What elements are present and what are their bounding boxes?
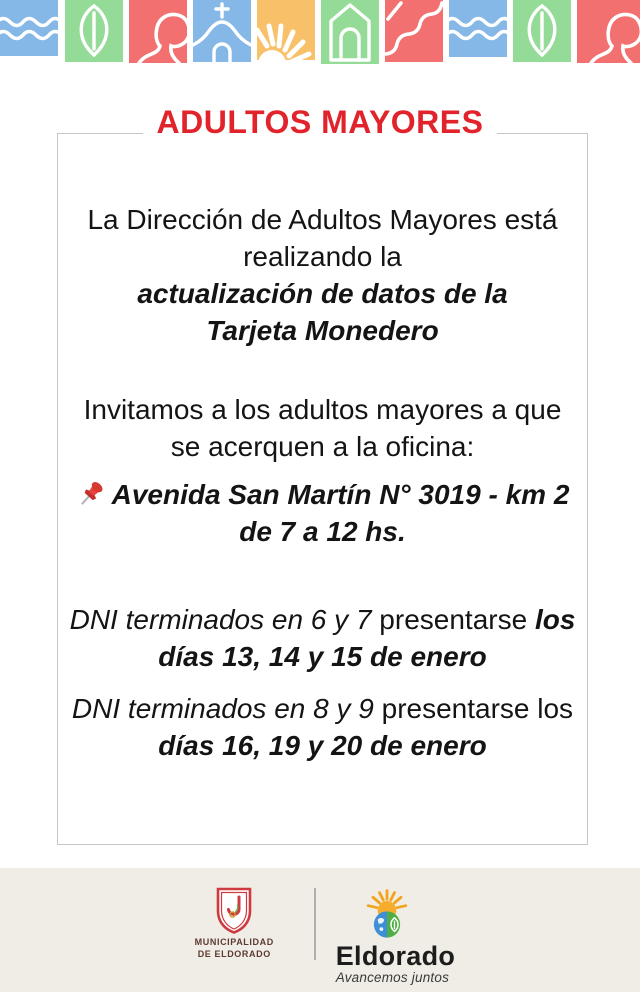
footer [0,868,640,992]
dni2-line-2: días 16, 19 y 20 de enero [158,730,487,761]
municipality-shield-icon [213,886,255,936]
banner-tile [193,0,251,62]
dni-group-1 [57,601,588,675]
banner-tile [257,0,315,60]
brand-name: Eldorado [335,941,456,971]
banner-tile [385,0,443,62]
municipality-label-line2: DE ELDORADO [197,949,271,959]
dni1-line-2: días 13, 14 y 15 de enero [158,641,487,672]
banner-tile [129,0,187,63]
banner-tile [449,0,507,57]
eldorado-sun-earth-icon [350,886,424,946]
dni-group-2 [57,690,588,764]
invite-line-1: Invitamos a los adultos mayores a que [83,394,562,425]
banner-tile [0,0,58,56]
logo-divider [314,888,316,960]
waves-icon [449,0,507,57]
leaf-icon [65,0,123,62]
invite-line-2: se acerquen a la oficina: [170,431,475,462]
leaf-icon [513,0,571,62]
banner-tile [577,0,640,63]
intro-bold-1: actualización de datos de la [137,278,508,309]
tower-icon [321,0,379,64]
person-icon [129,0,187,63]
municipality-label-line1: MUNICIPALIDAD [194,937,274,947]
municipality-logo [174,886,294,960]
sun-rays-icon [385,0,443,62]
decorative-banner [0,0,640,70]
banner-tile [321,0,379,64]
banner-tile [65,0,123,62]
dni1-line-1: DNI terminados en 6 y 7 presentarse los [69,604,576,635]
address-line-2: de 7 a 12 hs. [239,516,406,547]
waves-icon [0,0,58,56]
page-title: ADULTOS MAYORES [0,104,640,141]
intro-line-1: La Dirección de Adultos Mayores está [87,204,558,235]
dni2-line-1: DNI terminados en 8 y 9 presentarse los [71,693,574,724]
church-icon [193,0,251,62]
brand-tagline: Avancemos juntos [335,970,450,985]
address-paragraph [57,476,588,550]
person-icon [577,0,640,63]
intro-paragraph [57,201,588,349]
sun-icon [257,0,315,60]
intro-bold-2: Tarjeta Monedero [206,315,439,346]
intro-line-2: realizando la [243,241,402,272]
address-line-1: Avenida San Martín N° 3019 - km 2 [57,476,588,513]
invite-paragraph [57,391,588,465]
pushpin-icon [76,479,106,509]
banner-tile [513,0,571,62]
eldorado-brand [336,886,466,985]
